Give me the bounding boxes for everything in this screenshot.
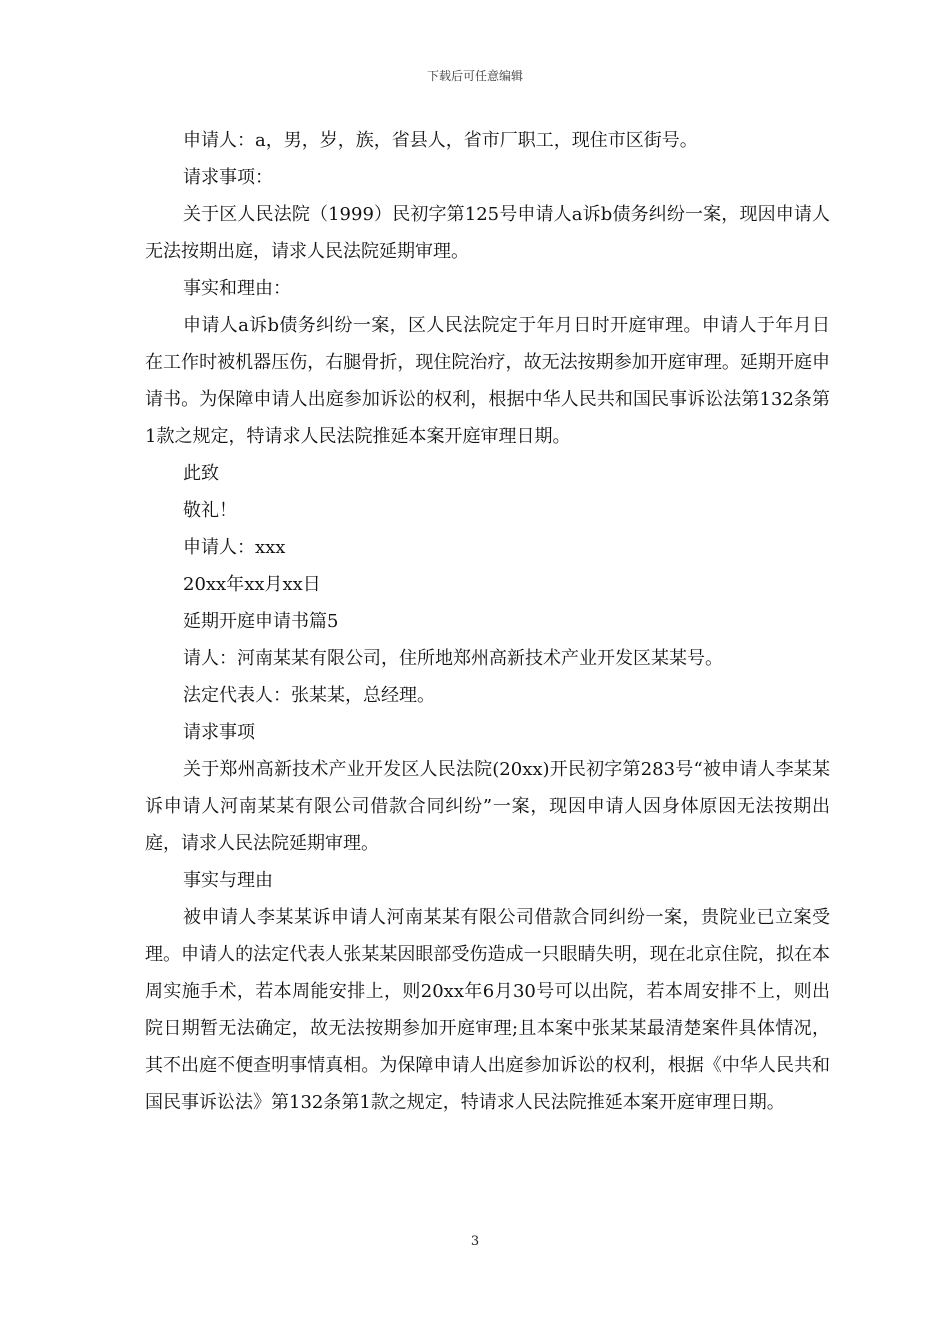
paragraph-applicant: 申请人：a，男，岁，族，省县人，省市厂职工，现住市区街号。 [183, 130, 698, 151]
page-number: 3 [470, 1234, 480, 1249]
paragraph-facts-heading: 事实和理由： [183, 278, 291, 299]
paragraph-request-body: 关于区人民法院（1999）民初字第125号申请人a诉b债务纠纷一案，现因申请人无法按期出庭，请求人民法院延期审理。 [145, 204, 830, 262]
paragraph-request-heading: 请求事项： [183, 167, 273, 188]
paragraph-facts-heading-2: 事实与理由 [183, 870, 273, 891]
page-header: 下载后可任意编辑 [426, 69, 523, 83]
paragraph-signature: 申请人：xxx [183, 537, 286, 558]
document-body [145, 122, 830, 1121]
paragraph-facts-body: 申请人a诉b债务纠纷一案，区人民法院定于年月日时开庭审理。申请人于年月日在工作时被机器压伤，右腿骨折，现住院治疗，故无法按期参加开庭审理。延期开庭申请书。为保障申请人出庭参加诉讼的权利，根据中华人民共和国民事诉讼法第132条第1款之规定，特请求人民法院推延本案开庭审理日期。 [145, 315, 830, 447]
paragraph-legal-representative: 法定代表人：张某某，总经理。 [183, 685, 435, 706]
paragraph-facts-body-2: 被申请人李某某诉申请人河南某某有限公司借款合同纠纷一案，贵院业已立案受理。申请人的法定代表人张某某因眼部受伤造成一只眼睛失明，现在北京住院，拟在本周实施手术，若本周能安排上，则20xx年6月30号可以出院，若本周安排不上，则出院日期暂无法确定，故无法按期参加开庭审理;且本案中张某某最清楚案件具体情况，其不出庭不便查明事情真相。为保障申请人出庭参加诉讼的权利，根据《中华人民共和国民事诉讼法》第132条第1款之规定，特请求人民法院推延本案开庭审理日期。 [145, 907, 830, 1113]
paragraph-applicant-company: 请人：河南某某有限公司，住所地郑州高新技术产业开发区某某号。 [183, 648, 723, 669]
paragraph-closing-2: 敬礼！ [183, 500, 237, 521]
paragraph-request-body-2: 关于郑州高新技术产业开发区人民法院(20xx)开民初字第283号“被申请人李某某诉申请人河南某某有限公司借款合同纠纷”一案，现因申请人因身体原因无法按期出庭，请求人民法院延期审理。 [145, 759, 830, 854]
paragraph-request-heading-2: 请求事项 [183, 722, 255, 743]
paragraph-section-title: 延期开庭申请书篇5 [183, 611, 339, 632]
paragraph-date: 20xx年xx月xx日 [183, 574, 321, 595]
paragraph-closing-1: 此致 [183, 463, 219, 484]
